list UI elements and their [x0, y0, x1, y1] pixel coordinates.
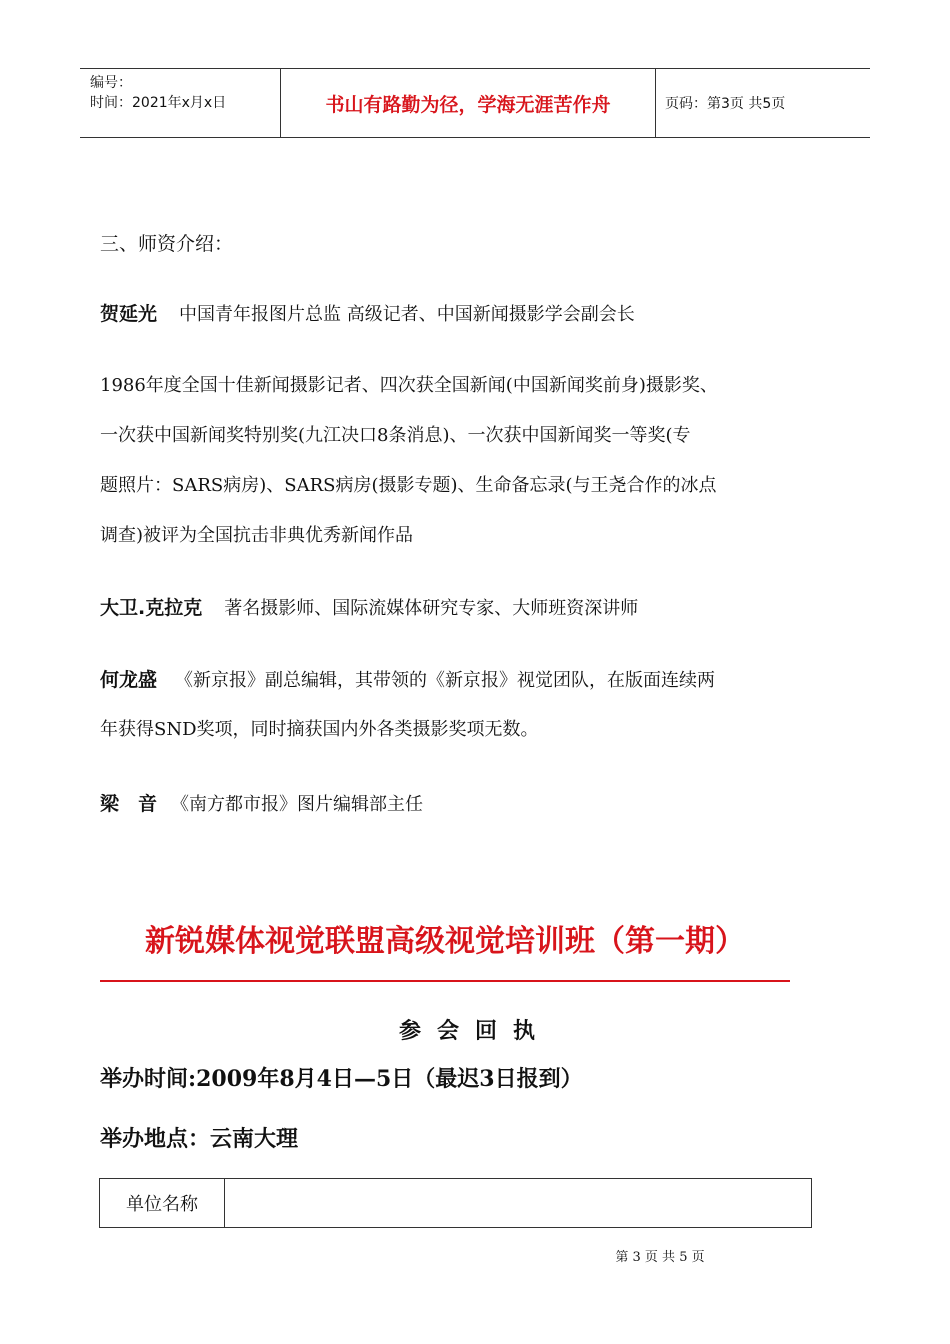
unit-name-label: 单位名称 [100, 1179, 225, 1227]
teacher-detail-line: 年获得SND奖项，同时摘获国内外各类摄影奖项无数。 [100, 719, 539, 740]
page-footer: 第 3 页 共 5 页 [615, 1250, 705, 1265]
teacher-detail-line: 一次获中国新闻奖特别奖(九江决口8条消息)、一次获中国新闻奖一等奖(专 [100, 425, 691, 446]
teacher-detail-line: 题照片：SARS病房)、SARS病房(摄影专题)、生命备忘录(与王尧合作的冰点 [100, 475, 717, 496]
teacher-name: 梁 音 [100, 793, 158, 815]
teacher-title: 《新京报》副总编辑，其带领的《新京报》视觉团队，在版面连续两 [175, 670, 716, 691]
teacher-detail-line: 调查)被评为全国抗击非典优秀新闻作品 [100, 525, 414, 546]
header-page-info: 页码：第3页 共5页 [665, 96, 786, 112]
teacher-entry-2 [100, 595, 638, 622]
event-title: 新锐媒体视觉联盟高级视觉培训班（第一期） [145, 924, 745, 959]
section-title: 三、师资介绍： [100, 233, 234, 255]
event-time: 举办时间:2009年8月4日—5日（最迟3日报到） [100, 1066, 583, 1092]
header-number: 编号： [90, 75, 132, 91]
unit-name-field[interactable] [224, 1179, 811, 1227]
teacher-title: 著名摄影师、国际流媒体研究专家、大师班资深讲师 [224, 598, 639, 619]
event-location: 举办地点：云南大理 [100, 1126, 299, 1152]
teacher-name: 何龙盛 [100, 669, 158, 691]
teacher-entry-3 [100, 667, 715, 694]
header-time: 时间：2021年x月x日 [90, 95, 227, 111]
teacher-entry-1 [100, 301, 635, 328]
teacher-name: 大卫.克拉克 [100, 597, 203, 619]
teacher-title: 《南方都市报》图片编辑部主任 [171, 794, 424, 815]
teacher-detail-line: 1986年度全国十佳新闻摄影记者、四次获全国新闻(中国新闻奖前身)摄影奖、 [100, 375, 718, 396]
page-header [80, 68, 870, 138]
title-divider [100, 980, 790, 982]
header-motto: 书山有路勤为径，学海无涯苦作舟 [281, 69, 656, 137]
teacher-entry-4 [100, 791, 423, 818]
header-meta [80, 69, 281, 137]
teacher-title: 中国青年报图片总监 高级记者、中国新闻摄影学会副会长 [179, 304, 635, 325]
receipt-heading: 参会回执 [398, 1018, 551, 1044]
registration-form [99, 1178, 812, 1228]
teacher-name: 贺延光 [100, 303, 158, 325]
